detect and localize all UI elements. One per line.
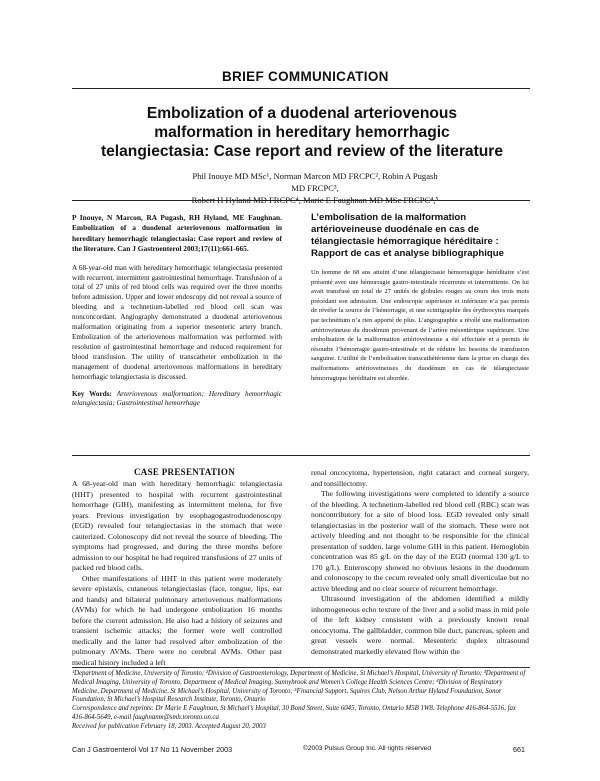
received-dates: Received for publication February 18, 2003. Accepted August 20, 2003 <box>72 722 266 730</box>
footnote-rule <box>72 667 530 668</box>
french-title: L’embolisation de la malformation artérioveineuse duodénale en cas de télangiectasie hémorragique héréditaire : Rapport de cas et analyse bibliographique <box>311 212 504 259</box>
paragraph: renal oncocytoma, hypertension, right cataract and corneal surgery, and tonsillectomy. <box>311 468 529 488</box>
authors-line-1: Phil Inouye MD MSc¹, Norman Marcon MD FRCPC², Robin A Pugash MD FRCPC³, <box>192 171 438 193</box>
english-abstract-box <box>72 213 282 409</box>
keywords-label: Key Words: <box>72 389 112 398</box>
abstract-bottom-rule <box>72 455 530 456</box>
header-rule <box>72 200 530 201</box>
keywords-text: Arteriovenous malformation; Hereditary hemorrhagic telangiectasia; Gastrointestinal hemorrhage <box>72 389 282 408</box>
correspondence: Correspondence and reprints: Dr Marie E Faughnan, St Michael’s Hospital, 30 Bond Street, Suite 6045, Toronto, Ontario M5B 1W8. Telephone 416-864-5516, fax 416-864-5649, e-mail faughnanm@smh.toronto.on.ca <box>72 705 516 721</box>
paragraph: The following investigations were completed to identify a source of the bleeding. A technetium-labelled red blood cell (RBC) scan was noncontributory for a site of blood loss. EGD revealed only small telangiectasias in the posterior wall of the stomach. These were not actively bleeding and not thought to be responsible for the clinical presentation of sudden, large volume GIH in this patient. Hemoglobin concentration was 85 g/L on the day of the EGD (normal 130 g/L to 170 g/L). Enteroscopy showed no obvious lesions in the duodenum and colonoscopy to the cecum revealed only small diverticulae but no active bleeding and no clear source of recurrent hemorrhage. <box>311 489 529 593</box>
section-rule <box>72 88 530 89</box>
paragraph: Ultrasound investigation of the abdomen identified a mildly inhomogeneous echo texture of the liver and a solid mass in mid pole of the left kidney consistent with a previously known renal oncocytoma. The gallbladder, common bile duct, pancreas, spleen and great vessels were normal. Mesenteric duplex ultrasound demonstrated markedly elevated flow within the <box>311 594 529 656</box>
body-right-column <box>311 468 529 657</box>
copyright: ©2003 Pulsus Group Inc. All rights reserved <box>303 745 432 752</box>
case-heading: CASE PRESENTATION <box>134 467 236 477</box>
keywords <box>72 390 282 410</box>
french-abstract-text: Un homme de 68 ans atteint d’une télangiectasie hémorragique héréditaire s’est présenté avec une hémorragie gastro-intestinale récurrente et intermittente. On lui avait transfusé un total de 27 unités de globules rouges au cours des trois mois précédant son admission. Une endoscopie supérieure et inférieure n’a pas permis de révéler la source de l’hémorragie, et une scintigraphie des érythrocytes marqués par technétium n’a rien apporté de plus. L’angiographie a révélé une malformation artérioveineuse du duodénum provenant de l’artère mésentérique supérieure. Une embolisation de la malformation artérioveineuse a été effectuée et a permis de résoudre l’hémorragie gastro-intestinale et de réduire les besoins de transfusion sanguine. L’utilité de l’embolisation transcathétérienne dans la prise en charge des malformations artérioveineuses du duodénum en cas de télangiectasie hémorragique héréditaire est abordée. <box>311 269 529 382</box>
journal-info: Can J Gastroenterol Vol 17 No 11 November 2003 <box>72 745 233 754</box>
affiliations: ¹Department of Medicine, University of Toronto; ²Division of Gastroenterology, Department of Medicine, St Michael’s Hospital, University of Toronto; ³Department of Medical Imaging, University of Toronto, Department of Medical Imaging, Sunnybrook and Women’s College Health Sciences Centre; ⁴Division of Respiratory Medicine, Department of Medicine, St Michael’s Hospital, University of Toronto; ⁵Financial Support, Squires Club, Nelson Arthur Hyland Foundation, Sonor Foundation, St Michael’s Hospital Research Institute, Toronto, Ontario <box>72 670 526 704</box>
footnotes <box>72 670 530 732</box>
body-left-column <box>72 479 282 668</box>
french-abstract-box <box>311 212 529 383</box>
section-label: BRIEF COMMUNICATION <box>222 69 389 84</box>
citation: P Inouye, N Marcon, RA Pugash, RH Hyland, ME Faughnan. Embolization of a duodenal arteriovenous malformation in hereditary hemorrhagic telangiectasia: Case report and review of the literature. Can J Gastroenterol 2003;17(11):661-665. <box>72 213 282 254</box>
paragraph: Other manifestations of HHT in this patient were moderately severe epistaxis, cutaneous telangiectasias (face, tongue, lips, ear and hands) and bilateral pulmonary arteriovenous malformations (AVMs) for which he had undergone embolization 16 months before the current admission. He also had a history of seizures and transient ischemic attacks; the former were well controlled medically and the latter had resolved after embolization of the pulmonary AVMs. There were no cerebral AVMs. Other past medical history included a left <box>72 573 282 667</box>
abstract-text: A 68-year-old man with hereditary hemorrhagic telangiectasia presented with recurrent, intermittent gastrointestinal hemorrhage. Transfusion of a total of 27 units of red blood cells was required over the three months before admission. Upper and lower endoscopy did not reveal a source of bleeding and a technetium-labelled red blood cell scan was nonconcordant. Angiography demonstrated a duodenal arteriovenous malformation originating from a superior mesenteric artery branch. Embolization of the arteriovenous malformation was performed with resolution of gastrointestinal hemorrhage and reduced requirement for blood transfusion. The utility of transcatheter embolization in the management of duodenal arteriovenous malformations in hereditary hemorrhagic telangiectasia is discussed. <box>72 263 282 381</box>
page-number: 661 <box>513 745 525 754</box>
paragraph: A 68-year-old man with hereditary hemorrhagic telangiectasia (HHT) presented to hospital with recurrent gastrointestinal hemorrhage (GIH), manifesting as intermittent melena, for five years. Previous investigation by esophagogastroduodenoscopy (EGD) revealed four telangiectasias in the stomach that were cauterized. Colonoscopy did not reveal the source of bleeding. The symptoms had progressed, and during the three months before admission to our hospital he had required transfusions of 27 units of packed red blood cells. <box>72 479 282 572</box>
article-title: Embolization of a duodenal arteriovenous malformation in hereditary hemorrhagic telangiectasia: Case report and review of the literature <box>100 105 504 160</box>
